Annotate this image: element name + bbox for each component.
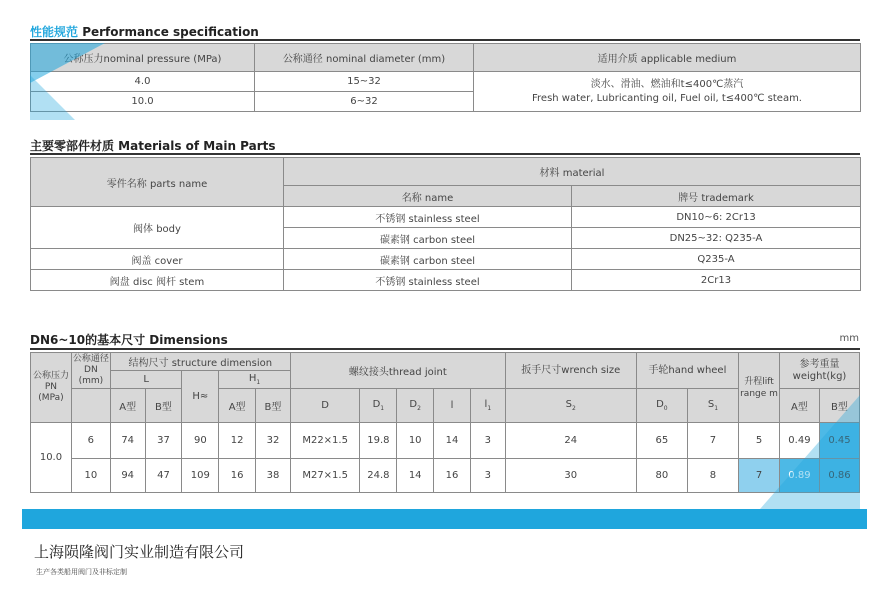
dim-cell: 94 xyxy=(110,459,145,493)
dim-header-weight: 参考重量weight(kg) xyxy=(779,353,859,389)
dim-cell: 14 xyxy=(397,459,434,493)
materials-part-cell: 阀体 body xyxy=(31,207,284,249)
dim-cell: 90 xyxy=(182,423,219,459)
dim-cell: 16 xyxy=(219,459,256,493)
perf-pressure-cell: 4.0 xyxy=(31,72,255,92)
dim-header-H: H≈ xyxy=(182,371,219,423)
dim-header-pn: 公称压力PN (MPa) xyxy=(31,353,72,423)
dim-header-H1: $H_1$ xyxy=(219,371,291,389)
materials-title: 主要零部件材质 Materials of Main Parts xyxy=(30,139,276,153)
table-row xyxy=(31,207,861,228)
materials-header-material: 材料 material xyxy=(284,158,861,186)
dim-header-D1: $D_1$ xyxy=(360,389,397,423)
dim-header-lift: 升程lift range m xyxy=(739,353,780,423)
dim-cell: 16 xyxy=(434,459,471,493)
materials-name-cell: 不锈钢 stainless steel xyxy=(284,270,572,291)
dim-header-struct: 结构尺寸 structure dimension xyxy=(110,353,290,371)
dim-cell: 19.8 xyxy=(360,423,397,459)
dim-cell: 8 xyxy=(687,459,738,493)
dim-cell: 7 xyxy=(687,423,738,459)
materials-rule xyxy=(30,153,860,155)
dim-cell: 47 xyxy=(145,459,182,493)
dim-cell: M22×1.5 xyxy=(290,423,360,459)
company-slogan: 生产各类船用阀门及非标定制 xyxy=(36,568,127,576)
materials-header-part: 零件名称 parts name xyxy=(31,158,284,207)
dim-cell: 10 xyxy=(397,423,434,459)
dim-cell: 80 xyxy=(636,459,687,493)
materials-trademark-cell: 2Cr13 xyxy=(572,270,861,291)
dim-cell: 12 xyxy=(219,423,256,459)
dim-cell: 65 xyxy=(636,423,687,459)
dim-cell: 5 xyxy=(739,423,780,459)
perf-header-diameter: 公称通径 nominal diameter (mm) xyxy=(255,44,474,72)
perf-medium-zh: 淡水、滑油、燃油和t≤400℃蒸汽 xyxy=(590,78,744,90)
dim-cell: 7 xyxy=(739,459,780,493)
materials-trademark-cell: Q235-A xyxy=(572,249,861,270)
dimensions-rule xyxy=(30,348,860,350)
dimensions-unit: mm xyxy=(839,333,859,344)
decor-triangle xyxy=(760,395,860,509)
dim-cell: 24 xyxy=(505,423,636,459)
perf-table xyxy=(30,43,861,112)
dim-cell: 32 xyxy=(256,423,291,459)
dim-cell: 0.45 xyxy=(819,423,859,459)
perf-medium-en: Fresh water, Lubricanting oil, Fuel oil, t≤400℃ steam. xyxy=(532,92,802,104)
dim-header-LB: B型 xyxy=(145,389,182,423)
materials-trademark-cell: DN10~6: 2Cr13 xyxy=(572,207,861,228)
dim-header-dn: 公称通径DN (mm) xyxy=(71,353,110,389)
dimensions-title: DN6~10的基本尺寸 Dimensions xyxy=(30,333,228,347)
dim-header-S1: $S_1$ xyxy=(687,389,738,423)
dim-header-L: L xyxy=(110,371,182,389)
dim-header-handwheel: 手轮hand wheel xyxy=(636,353,738,389)
materials-table xyxy=(30,157,861,291)
dim-cell: 38 xyxy=(256,459,291,493)
dim-pn-cell: 10.0 xyxy=(31,423,72,493)
dim-header-D: D xyxy=(290,389,360,423)
dim-cell: 6 xyxy=(71,423,110,459)
perf-title-en: Performance specification xyxy=(82,25,259,39)
dim-header-D2: $D_2$ xyxy=(397,389,434,423)
materials-part-cell: 阀盘 disc 阀杆 stem xyxy=(31,270,284,291)
dim-cell: 0.49 xyxy=(779,423,819,459)
perf-title xyxy=(30,23,259,40)
dim-header-LA: A型 xyxy=(110,389,145,423)
materials-part-cell: 阀盖 cover xyxy=(31,249,284,270)
dim-cell: M27×1.5 xyxy=(290,459,360,493)
dim-cell: 24.8 xyxy=(360,459,397,493)
dim-cell: 0.86 xyxy=(819,459,859,493)
footer-band xyxy=(22,509,867,529)
dim-header-wB: B型 xyxy=(819,389,859,423)
materials-header-trademark: 牌号 trademark xyxy=(572,186,861,207)
dim-cell: 0.89 xyxy=(779,459,819,493)
dim-cell: 30 xyxy=(505,459,636,493)
perf-diameter-cell: 6~32 xyxy=(255,92,474,112)
perf-pressure-cell: 10.0 xyxy=(31,92,255,112)
materials-name-cell: 不锈钢 stainless steel xyxy=(284,207,572,228)
dimensions-table xyxy=(30,352,860,493)
dim-header-H1B: B型 xyxy=(256,389,291,423)
dim-cell: 10 xyxy=(71,459,110,493)
dim-header-l: l xyxy=(434,389,471,423)
perf-medium-cell xyxy=(474,72,861,112)
perf-title-zh: 性能规范 xyxy=(30,25,79,39)
dim-cell: 3 xyxy=(470,459,505,493)
materials-name-cell: 碳素钢 carbon steel xyxy=(284,249,572,270)
perf-diameter-cell: 15~32 xyxy=(255,72,474,92)
table-row xyxy=(31,459,860,493)
dim-header-wrench: 扳手尺寸wrench size xyxy=(505,353,636,389)
table-row xyxy=(31,72,861,92)
perf-rule xyxy=(30,39,860,41)
dim-header-S2: $S_2$ xyxy=(505,389,636,423)
dim-cell: 3 xyxy=(470,423,505,459)
dim-cell: 14 xyxy=(434,423,471,459)
dim-cell: 37 xyxy=(145,423,182,459)
dim-header-H1A: A型 xyxy=(219,389,256,423)
company-name: 上海陨隆阀门实业制造有限公司 xyxy=(34,543,245,561)
dim-header-thread: 螺纹接头thread joint xyxy=(290,353,505,389)
materials-name-cell: 碳素钢 carbon steel xyxy=(284,228,572,249)
perf-header-pressure: 公称压力nominal pressure (MPa) xyxy=(31,44,255,72)
dim-header-l1: $l_1$ xyxy=(470,389,505,423)
dim-cell: 109 xyxy=(182,459,219,493)
table-row xyxy=(31,423,860,459)
dim-header-wA: A型 xyxy=(779,389,819,423)
table-row xyxy=(31,249,861,270)
dim-cell: 74 xyxy=(110,423,145,459)
materials-trademark-cell: DN25~32: Q235-A xyxy=(572,228,861,249)
perf-header-medium: 适用介质 applicable medium xyxy=(474,44,861,72)
decor-triangle xyxy=(30,75,75,120)
materials-header-name: 名称 name xyxy=(284,186,572,207)
dim-header-D0: $D_0$ xyxy=(636,389,687,423)
table-row xyxy=(31,270,861,291)
